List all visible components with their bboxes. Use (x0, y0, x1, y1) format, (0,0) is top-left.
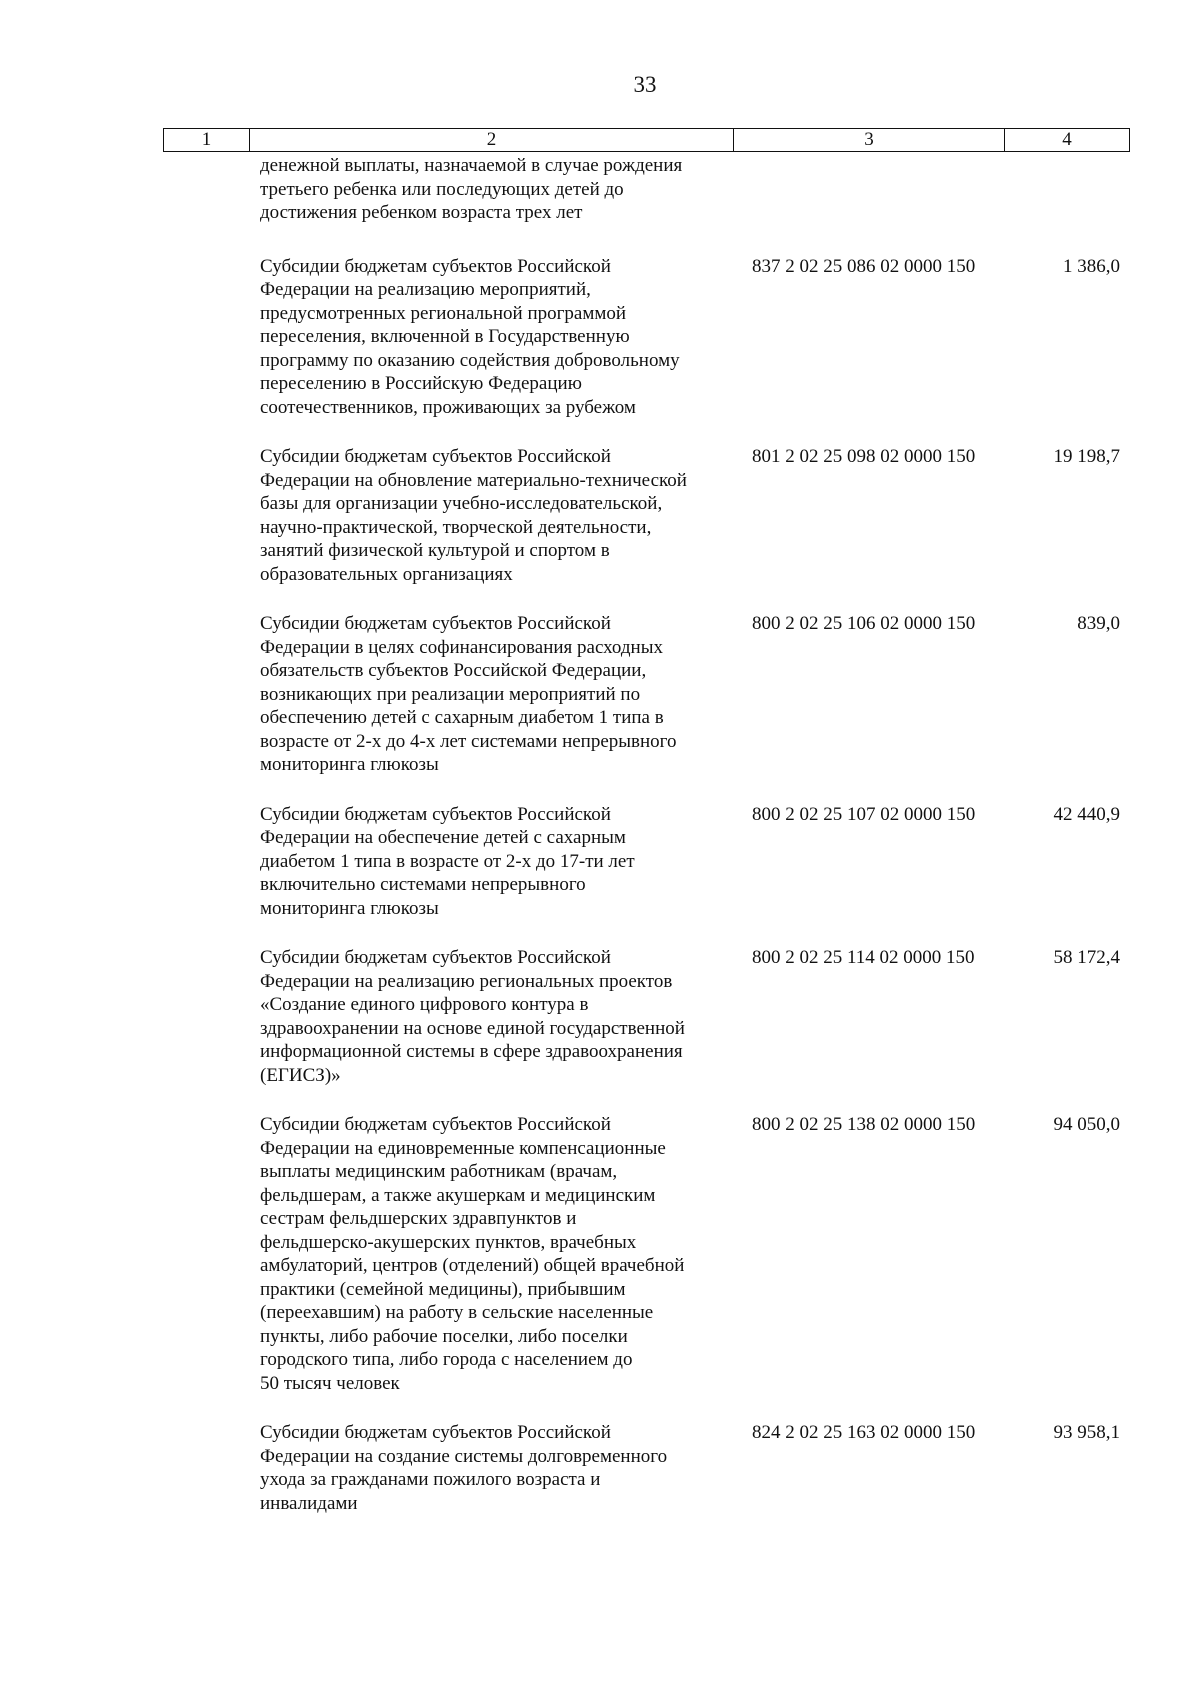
row-description: Субсидии бюджетам субъектов Российской Федерации на реализацию региональных проектов «Создание единого цифрового контура в здравоохранении на основе единой государственной информационной системы в сфере здравоохранения (ЕГИСЗ)» (260, 947, 685, 1086)
row-description: денежной выплаты, назначаемой в случае рождения третьего ребенка или последующих детей до достижения ребенком возраста трех лет (260, 155, 683, 223)
table-row (0, 1421, 1200, 1515)
row-amount: 93 958,1 (1053, 1422, 1120, 1443)
table-row (0, 1113, 1200, 1395)
row-description: Субсидии бюджетам субъектов Российской Федерации в целях софинансирования расходных обязательств субъектов Российской Федерации, возникающих при реализации мероприятий по обеспечению детей с сахарным диабетом 1 типа в возрасте от 2-х до 4-х лет системами непрерывного мониторинга глюкозы (260, 613, 677, 775)
header-cell-3: 3 (734, 129, 1005, 151)
header-cell-2: 2 (250, 129, 734, 151)
row-code: 800 2 02 25 114 02 0000 150 (752, 947, 975, 968)
table-row (0, 255, 1200, 420)
row-description: Субсидии бюджетам субъектов Российской Федерации на реализацию мероприятий, предусмотренных региональной программой переселения, включенной в Государственную программу по оказанию содействия добровольному переселению в Российскую Федерацию соотечественников, проживающих за рубежом (260, 255, 680, 418)
row-code: 800 2 02 25 138 02 0000 150 (752, 1114, 976, 1135)
row-amount: 839,0 (1077, 613, 1120, 634)
header-cell-4: 4 (1062, 129, 1072, 150)
row-amount: 94 050,0 (1053, 1114, 1120, 1135)
row-amount: 58 172,4 (1053, 947, 1120, 968)
table-row (0, 445, 1200, 586)
row-code: 800 2 02 25 106 02 0000 150 (752, 613, 976, 634)
table-header (163, 128, 1130, 152)
row-code: 800 2 02 25 107 02 0000 150 (752, 803, 976, 825)
page-number: 33 (633, 72, 657, 97)
header-cell-1: 1 (164, 129, 250, 151)
row-description: Субсидии бюджетам субъектов Российской Федерации на создание системы долговременного ухода за гражданами пожилого возраста и инвалидами (260, 1422, 668, 1514)
table-row (0, 154, 1200, 225)
table-row (0, 803, 1200, 921)
row-description: Субсидии бюджетам субъектов Российской Федерации на обновление материально-технической базы для организации учебно-исследовательской, научно-практической, творческой деятельности, занятий физической культурой и спортом в образовательных организациях (260, 446, 687, 585)
row-amount: 19 198,7 (1053, 446, 1120, 467)
table-row (0, 612, 1200, 777)
row-amount: 1 386,0 (1063, 255, 1120, 277)
row-description: Субсидии бюджетам субъектов Российской Федерации на обеспечение детей с сахарным диабетом 1 типа в возрасте от 2-х до 17-ти лет включительно системами непрерывного мониторинга глюкозы (260, 803, 635, 919)
row-code: 837 2 02 25 086 02 0000 150 (752, 255, 976, 277)
row-code: 824 2 02 25 163 02 0000 150 (752, 1422, 976, 1443)
table-body (0, 154, 1200, 1515)
row-code: 801 2 02 25 098 02 0000 150 (752, 446, 976, 467)
table-row (0, 946, 1200, 1087)
row-description: Субсидии бюджетам субъектов Российской Федерации на единовременные компенсационные выплаты медицинским работникам (врачам, фельдшерам, а также акушеркам и медицинским сестрам фельдшерских здравпунктов и фельдшерско-акушерских пунктов, врачебных амбулаторий, центров (отделений) общей врачебной практики (семейной медицины), прибывшим (переехавшим) на работу в сельские населенные пункты, либо рабочие поселки, либо поселки городского типа, либо города с населением до 50 тысяч человек (260, 1114, 685, 1394)
row-amount: 42 440,9 (1053, 803, 1120, 825)
